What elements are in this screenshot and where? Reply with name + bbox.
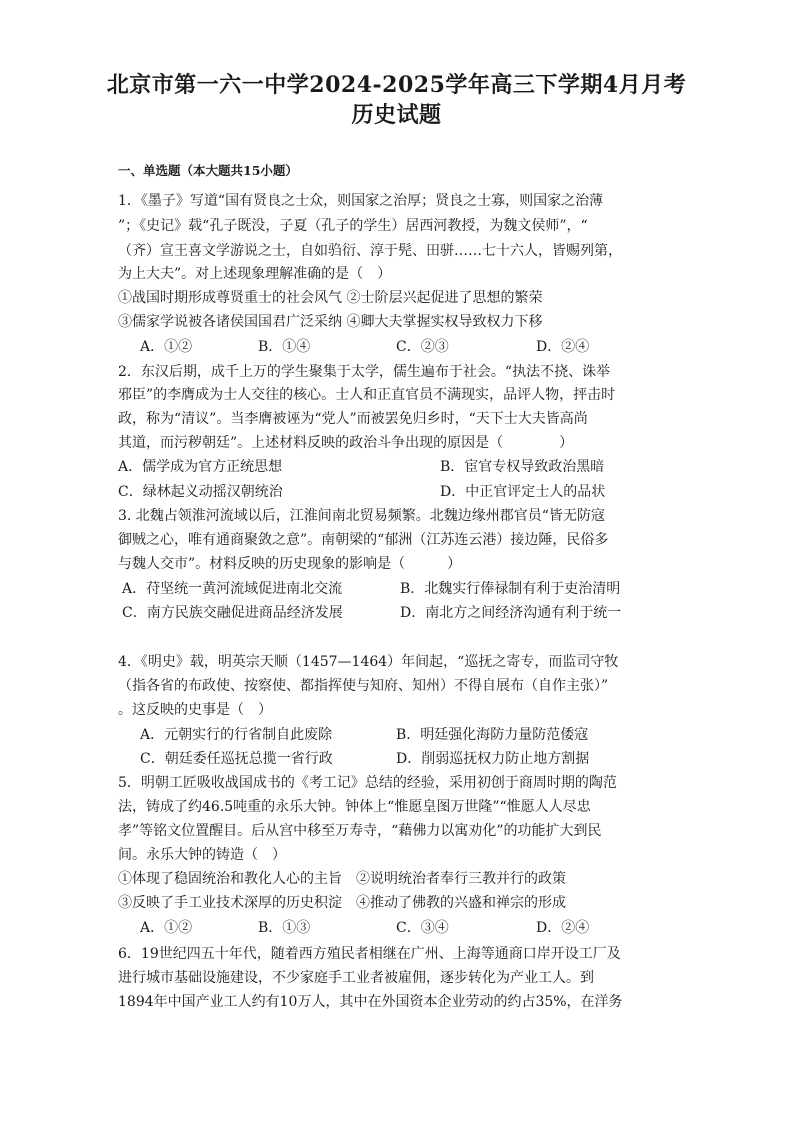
option-a[interactable]: A．①② [140, 920, 193, 936]
exam-title: 北京市第一六一中学2024-2025学年高三下学期4月月考 [106, 72, 687, 98]
question-text-line: 间。永乐大钟的铸造（ ） [118, 847, 286, 863]
option-a[interactable]: A．儒学成为官方正统思想 [118, 459, 283, 475]
question-text-line: ①体现了稳固统治和教化人心的主旨 ②说明统治者奉行三教并行的政策 [118, 871, 566, 887]
question-text-line: ①战国时期形成尊贤重士的社会风气 ②士阶层兴起促进了思想的繁荣 [118, 290, 543, 306]
option-c[interactable]: C．朝廷委任巡抚总揽一省行政 [140, 751, 333, 767]
question-text-line: 4．《明史》载，明英宗天顺（1457—1464）年间起，“巡抚之寄专，而监司守牧 [118, 654, 619, 670]
option-c[interactable]: C．③④ [396, 920, 449, 936]
question-text-line: 邪臣”的李膺成为士人交往的核心。士人和正直官员不满现实，品评人物，抨击时 [118, 387, 616, 403]
option-d[interactable]: D．②④ [536, 920, 590, 936]
option-b[interactable]: B．宦官专权导致政治黑暗 [440, 459, 605, 475]
option-c[interactable]: C．南方民族交融促进商品经济发展 [122, 605, 343, 621]
question-text-line: 进行城市基础设施建设，不少家庭手工业者被雇佣，逐步转化为产业工人。到 [118, 970, 594, 986]
question-text-line: 3. 北魏占领淮河流域以后，江淮间南北贸易频繁。北魏边缘州郡官员“皆无防寇 [118, 508, 605, 524]
question-text-line: 御贼之心，唯有通商聚敛之意”。南朝梁的“郁洲（江苏连云港）接边陲，民俗多 [118, 532, 609, 548]
question-text-line: ③儒家学说被各诸侯国国君广泛采纳 ④卿大夫掌握实权导致权力下移 [118, 314, 543, 330]
option-b[interactable]: B．北魏实行俸禄制有利于吏治清明 [400, 581, 621, 597]
option-c[interactable]: C．绿林起义动摇汉朝统治 [118, 484, 283, 500]
option-a[interactable]: A．①② [140, 339, 193, 355]
option-a[interactable]: A．元朝实行的行省制自此废除 [140, 727, 333, 743]
option-d[interactable]: D．南北方之间经济沟通有利于统一 [400, 605, 622, 621]
exam-subtitle: 历史试题 [351, 102, 442, 128]
question-text-line: ③反映了手工业技术深厚的历史积淀 ④推动了佛教的兴盛和禅宗的形成 [118, 895, 566, 911]
question-text-line: ”；《史记》载“孔子既没，子夏（孔子的学生）居西河教授，为魏文侯师”，“ [118, 218, 588, 234]
option-b[interactable]: B．①④ [258, 339, 311, 355]
question-text-line: 其道，而污秽朝廷”。上述材料反映的政治斗争出现的原因是（ ） [118, 435, 574, 451]
question-text-line: （指各省的布政使、按察使、都指挥使与知府、知州）不得自展布（自作主张）” [118, 678, 609, 694]
question-text-line: 1．《墨子》写道“国有贤良之士众，则国家之治厚；贤良之士寡，则国家之治薄 [118, 193, 604, 209]
question-text-line: （齐）宣王喜文学游说之士，自如驺衍、淳于髡、田骈……七十六人，皆赐列第， [118, 243, 622, 259]
question-text-line: 1894年中国产业工人约有10万人，其中在外国资本企业劳动的约占35%，在洋务 [118, 994, 623, 1010]
question-text-line: 与魏人交市”。材料反映的历史现象的影响是（ ） [118, 556, 462, 572]
question-text-line: 政，称为“清议”。当李膺被诬为“党人”而被罢免归乡时，“天下士大夫皆高尚 [118, 411, 588, 427]
section-heading: 一、单选题（本大题共15小题） [118, 163, 298, 178]
option-b[interactable]: B．①③ [258, 920, 311, 936]
question-text-line: 为上大夫”。对上述现象理解准确的是（ ） [118, 266, 392, 282]
question-text-line: 。这反映的史事是（ ） [118, 702, 272, 718]
question-text-line: 法，铸成了约46.5吨重的永乐大钟。钟体上“惟愿皇图万世隆”“惟愿人人尽忠 [118, 799, 591, 815]
option-d[interactable]: D．中正官评定士人的品状 [440, 484, 606, 500]
option-b[interactable]: B．明廷强化海防力量防范倭寇 [396, 727, 589, 743]
question-text-line: 2．东汉后期，成千上万的学生聚集于太学，儒生遍布于社会。“执法不挠、诛举 [118, 364, 611, 380]
option-a[interactable]: A．苻坚统一黄河流域促进南北交流 [122, 581, 343, 597]
option-c[interactable]: C．②③ [396, 339, 449, 355]
question-text-line: 5．明朝工匠吸收战国成书的《考工记》总结的经验，采用初创于商周时期的陶范 [118, 775, 617, 791]
question-text-line: 孝”等铭文位置醒目。后从宫中移至万寿寺，“藉佛力以寓劝化”的功能扩大到民 [118, 823, 602, 839]
question-text-line: 6．19世纪四五十年代，随着西方殖民者相继在广州、上海等通商口岸开设工厂及 [118, 946, 621, 962]
option-d[interactable]: D．削弱巡抚权力防止地方割据 [396, 751, 590, 767]
option-d[interactable]: D．②④ [536, 339, 590, 355]
